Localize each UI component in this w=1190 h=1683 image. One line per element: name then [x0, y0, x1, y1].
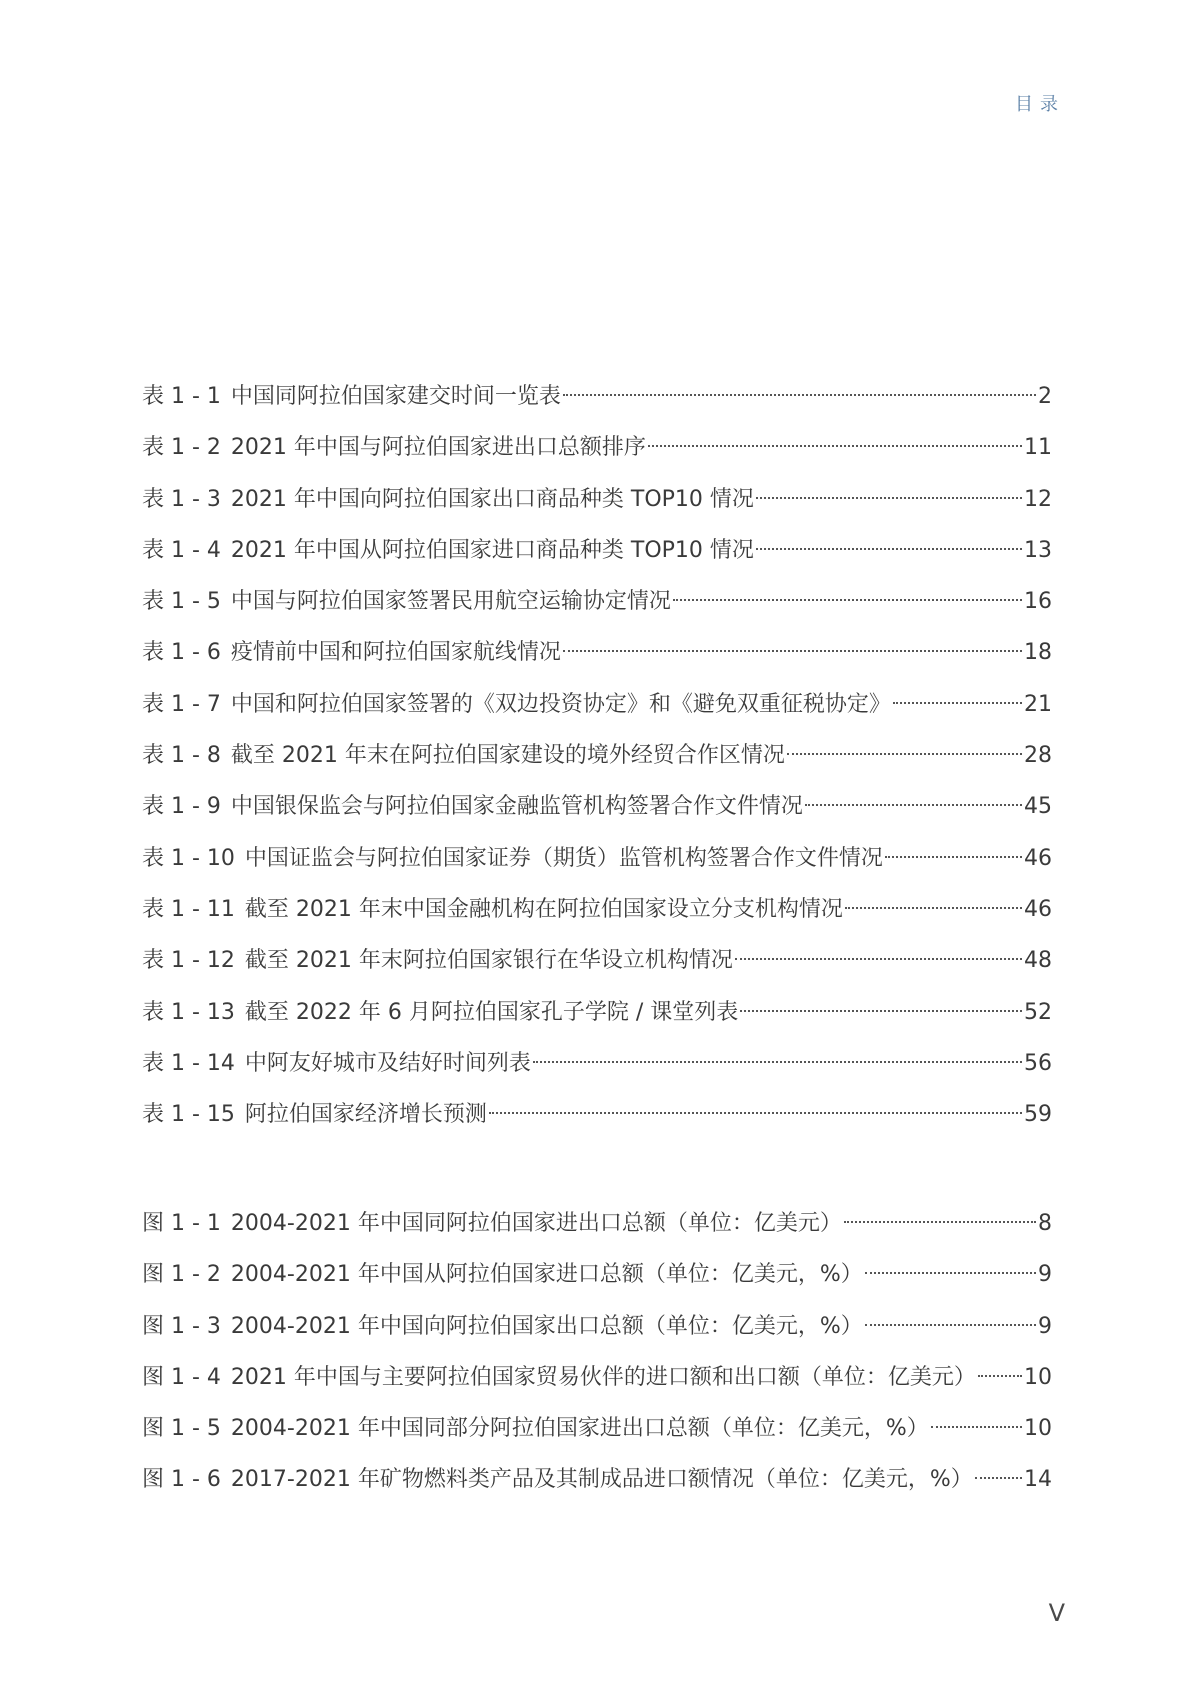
list-of-tables — [142, 373, 1052, 1142]
entry-label: 表 1 - 5 — [142, 589, 221, 615]
dot-leader — [976, 1354, 1024, 1384]
toc-entry-table-1-10[interactable] — [142, 835, 1052, 886]
entry-title: 阿拉伯国家经济增长预测 — [244, 1102, 487, 1128]
entry-title: 2021 年中国从阿拉伯国家进口商品种类 TOP10 情况 — [230, 537, 754, 563]
dot-leader — [863, 1251, 1038, 1281]
entry-label: 表 1 - 9 — [142, 794, 221, 820]
entry-page-number: 21 — [1024, 691, 1052, 717]
entry-title: 2004-2021 年中国向阿拉伯国家出口总额（单位：亿美元，%） — [230, 1313, 863, 1339]
entry-title: 中国和阿拉伯国家签署的《双边投资协定》和《避免双重征税协定》 — [230, 691, 891, 717]
entry-label: 表 1 - 8 — [142, 743, 221, 769]
entry-label: 图 1 - 3 — [142, 1313, 221, 1339]
entry-page-number: 59 — [1024, 1102, 1052, 1128]
toc-entry-figure-1-1[interactable] — [142, 1200, 1052, 1251]
entry-page-number: 56 — [1024, 1050, 1052, 1076]
dot-leader — [929, 1405, 1024, 1435]
page-number: V — [1048, 1599, 1065, 1627]
dot-leader — [561, 373, 1038, 403]
page-header-title: 目录 — [1015, 94, 1065, 115]
dot-leader — [803, 783, 1024, 813]
toc-entry-table-1-13[interactable] — [142, 989, 1052, 1040]
entry-title: 中国同阿拉伯国家建交时间一览表 — [230, 384, 561, 409]
entry-label: 表 1 - 1 — [142, 384, 221, 409]
dot-leader — [883, 835, 1024, 865]
entry-page-number: 12 — [1024, 486, 1052, 512]
entry-label: 表 1 - 4 — [142, 537, 221, 563]
dot-leader — [754, 476, 1024, 506]
toc-entry-table-1-5[interactable] — [142, 578, 1052, 629]
entry-label: 图 1 - 1 — [142, 1211, 221, 1236]
dot-leader — [561, 629, 1024, 659]
entry-page-number: 16 — [1024, 589, 1052, 615]
entry-label: 表 1 - 10 — [142, 845, 235, 871]
entry-title: 2004-2021 年中国从阿拉伯国家进口总额（单位：亿美元，%） — [230, 1262, 863, 1288]
entry-title: 2004-2021 年中国同部分阿拉伯国家进出口总额（单位：亿美元，%） — [230, 1416, 929, 1442]
toc-entry-table-1-11[interactable] — [142, 886, 1052, 937]
entry-page-number: 11 — [1024, 435, 1052, 461]
entry-page-number: 45 — [1024, 794, 1052, 820]
dot-leader — [973, 1456, 1024, 1486]
entry-label: 图 1 - 2 — [142, 1262, 221, 1288]
dot-leader — [891, 681, 1024, 711]
entry-title: 2021 年中国与阿拉伯国家进出口总额排序 — [230, 435, 646, 461]
entry-label: 表 1 - 7 — [142, 691, 221, 717]
entry-page-number: 28 — [1024, 743, 1052, 769]
entry-page-number: 18 — [1024, 640, 1052, 666]
entry-page-number: 46 — [1024, 896, 1052, 922]
toc-entry-table-1-6[interactable] — [142, 629, 1052, 680]
entry-label: 表 1 - 2 — [142, 435, 221, 461]
entry-label: 图 1 - 4 — [142, 1364, 221, 1390]
entry-label: 表 1 - 13 — [142, 999, 235, 1025]
entry-page-number: 10 — [1024, 1416, 1052, 1442]
entry-page-number: 10 — [1024, 1364, 1052, 1390]
toc-entry-figure-1-5[interactable] — [142, 1405, 1052, 1456]
toc-entry-table-1-7[interactable] — [142, 681, 1052, 732]
toc-entry-figure-1-2[interactable] — [142, 1251, 1052, 1302]
dot-leader — [754, 527, 1024, 557]
dot-leader — [671, 578, 1024, 608]
dot-leader — [733, 937, 1024, 967]
entry-title: 截至 2021 年末中国金融机构在阿拉伯国家设立分支机构情况 — [244, 896, 843, 922]
toc-entry-table-1-3[interactable] — [142, 476, 1052, 527]
entry-title: 截至 2021 年末阿拉伯国家银行在华设立机构情况 — [244, 948, 733, 974]
dot-leader — [646, 424, 1024, 454]
dot-leader — [531, 1040, 1024, 1070]
entry-title: 2004-2021 年中国同阿拉伯国家进出口总额（单位：亿美元） — [230, 1211, 842, 1236]
list-of-figures — [142, 1200, 1052, 1508]
entry-page-number: 2 — [1038, 384, 1052, 409]
dot-leader — [785, 732, 1024, 762]
toc-entry-table-1-12[interactable] — [142, 937, 1052, 988]
dot-leader — [487, 1091, 1024, 1121]
entry-label: 表 1 - 6 — [142, 640, 221, 666]
entry-page-number: 8 — [1038, 1211, 1052, 1236]
toc-entry-table-1-9[interactable] — [142, 783, 1052, 834]
entry-label: 图 1 - 6 — [142, 1467, 221, 1493]
entry-title: 截至 2021 年末在阿拉伯国家建设的境外经贸合作区情况 — [230, 743, 785, 769]
entry-title: 中国与阿拉伯国家签署民用航空运输协定情况 — [230, 589, 671, 615]
dot-leader — [843, 886, 1024, 916]
entry-title: 2021 年中国与主要阿拉伯国家贸易伙伴的进口额和出口额（单位：亿美元） — [230, 1364, 976, 1390]
dot-leader — [863, 1303, 1038, 1333]
entry-title: 2017-2021 年矿物燃料类产品及其制成品进口额情况（单位：亿美元，%） — [230, 1467, 973, 1493]
toc-entry-figure-1-4[interactable] — [142, 1354, 1052, 1405]
toc-entry-table-1-4[interactable] — [142, 527, 1052, 578]
entry-title: 2021 年中国向阿拉伯国家出口商品种类 TOP10 情况 — [230, 486, 754, 512]
entry-title: 疫情前中国和阿拉伯国家航线情况 — [230, 640, 561, 666]
entry-page-number: 9 — [1038, 1313, 1052, 1339]
entry-label: 表 1 - 14 — [142, 1050, 235, 1076]
toc-entry-table-1-14[interactable] — [142, 1040, 1052, 1091]
dot-leader — [738, 989, 1024, 1019]
entry-page-number: 46 — [1024, 845, 1052, 871]
toc-entry-table-1-8[interactable] — [142, 732, 1052, 783]
entry-page-number: 52 — [1024, 999, 1052, 1025]
entry-page-number: 14 — [1024, 1467, 1052, 1493]
toc-entry-figure-1-3[interactable] — [142, 1303, 1052, 1354]
entry-page-number: 9 — [1038, 1262, 1052, 1288]
entry-title: 截至 2022 年 6 月阿拉伯国家孔子学院 / 课堂列表 — [244, 999, 739, 1025]
entry-label: 表 1 - 15 — [142, 1102, 235, 1128]
dot-leader — [842, 1200, 1038, 1230]
entry-title: 中阿友好城市及结好时间列表 — [244, 1050, 531, 1076]
toc-entry-figure-1-6[interactable] — [142, 1456, 1052, 1507]
toc-entry-table-1-1[interactable] — [142, 373, 1052, 424]
entry-page-number: 13 — [1024, 537, 1052, 563]
entry-title: 中国证监会与阿拉伯国家证券（期货）监管机构签署合作文件情况 — [244, 845, 883, 871]
entry-label: 表 1 - 11 — [142, 896, 235, 922]
toc-entry-table-1-15[interactable] — [142, 1091, 1052, 1142]
entry-label: 表 1 - 3 — [142, 486, 221, 512]
entry-label: 表 1 - 12 — [142, 948, 235, 974]
entry-title: 中国银保监会与阿拉伯国家金融监管机构签署合作文件情况 — [230, 794, 803, 820]
entry-page-number: 48 — [1024, 948, 1052, 974]
toc-entry-table-1-2[interactable] — [142, 424, 1052, 475]
entry-label: 图 1 - 5 — [142, 1416, 221, 1442]
